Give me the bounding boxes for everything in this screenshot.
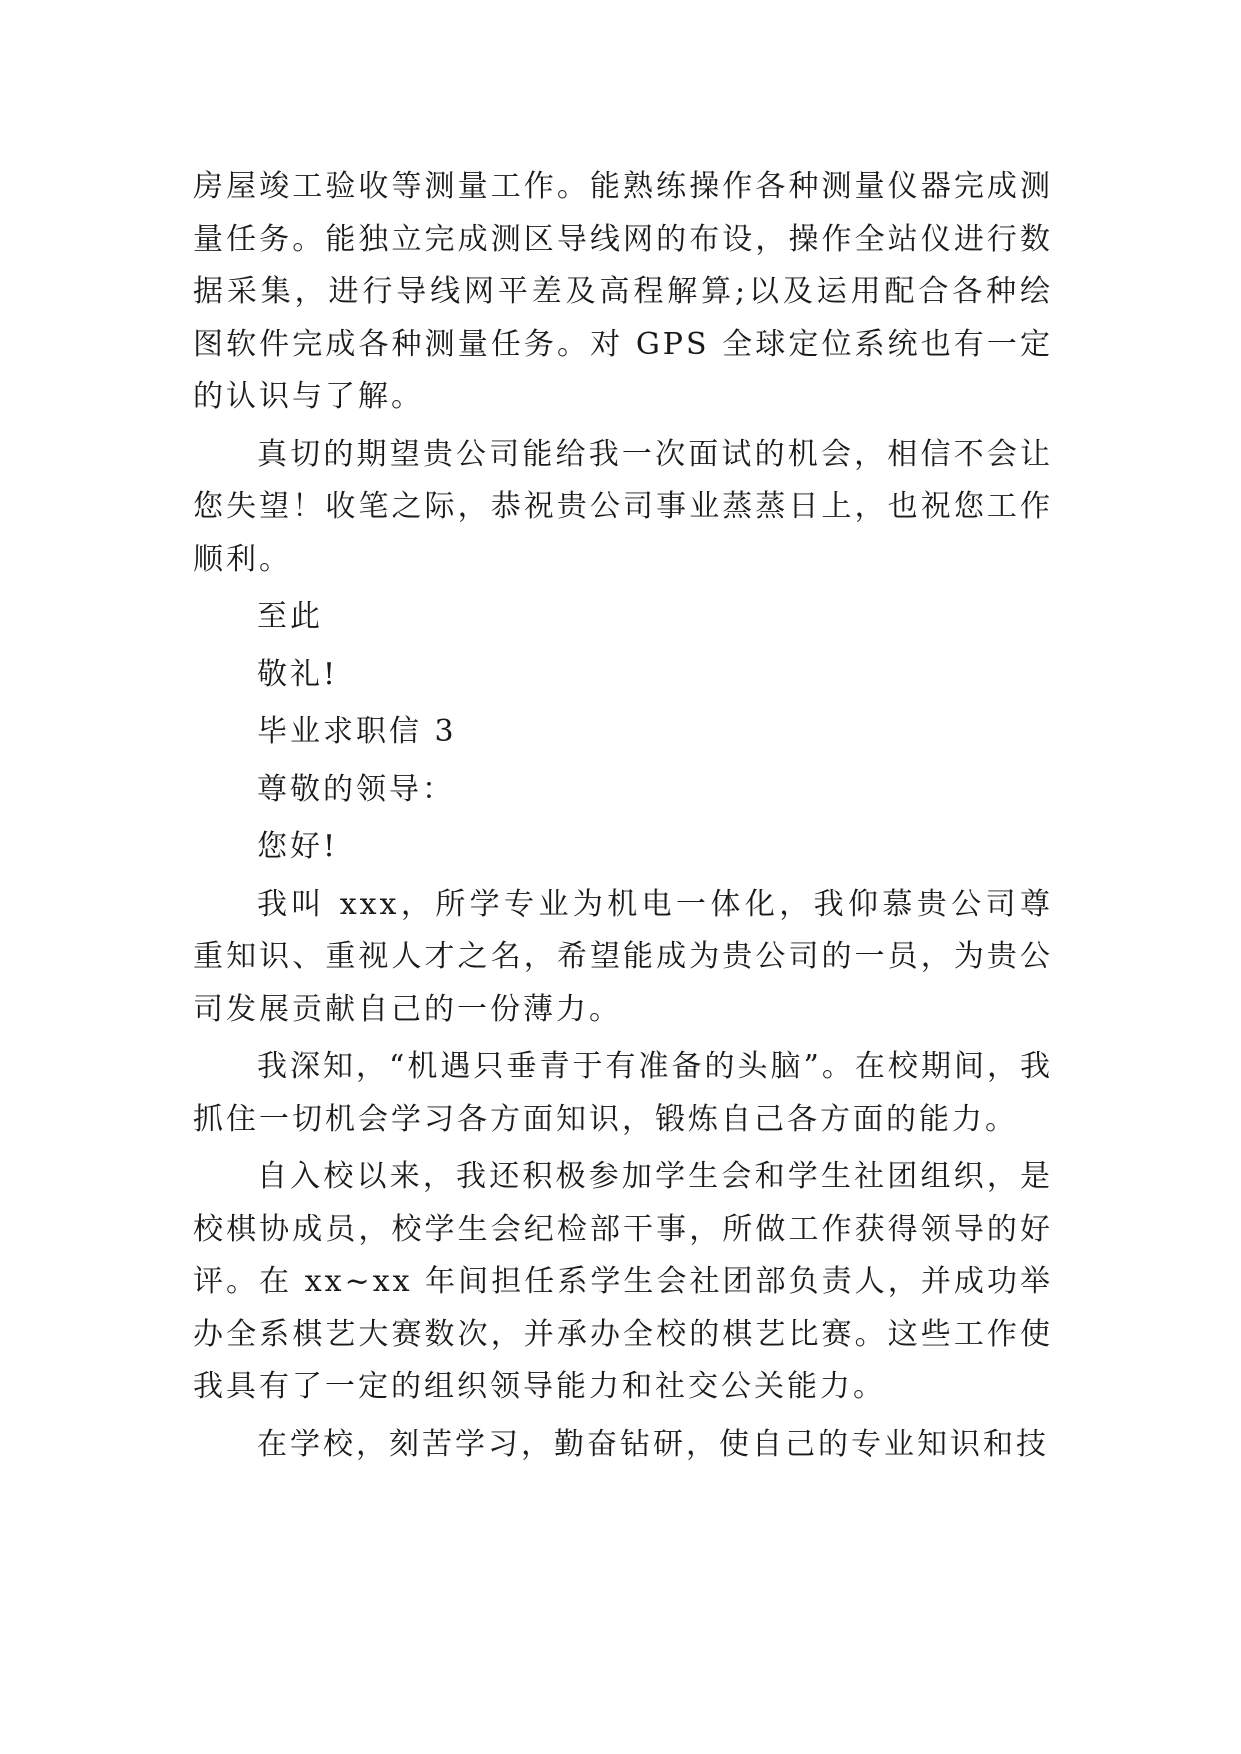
paragraph-introduction: 我叫 xxx，所学专业为机电一体化，我仰慕贵公司尊重知识、重视人才之名，希望能成为贵公司的一员，为贵公司发展贡献自己的一份薄力。 [193, 886, 1053, 1027]
closing-phrase: 至此 [257, 599, 323, 634]
paragraph-continuation: 房屋竣工验收等测量工作。能熟练操作各种测量仪器完成测量任务。能独立完成测区导线网的布设，操作全站仪进行数据采集，进行导线网平差及高程解算;以及运用配合各种绘图软件完成各种测量任务。对 GPS 全球定位系统也有一定的认识与了解。 [193, 169, 1053, 414]
section-heading-letter-3: 毕业求职信 3 [257, 714, 457, 749]
greeting-addressee: 尊敬的领导： [257, 771, 455, 807]
paragraph-opportunity: 我深知，“机遇只垂青于有准备的头脑”。在校期间，我抓住一切机会学习各方面知识，锻炼自己各方面的能力。 [193, 1049, 1053, 1137]
salutation-respect: 敬礼! [257, 656, 339, 692]
paragraph-interview-hope: 真切的期望贵公司能给我一次面试的机会，相信不会让您失望！收笔之际，恭祝贵公司事业蒸蒸日上，也祝您工作顺利。 [193, 436, 1053, 577]
greeting-hello: 您好! [257, 829, 339, 864]
document-body [193, 161, 1053, 1471]
paragraph-study: 在学校，刻苦学习，勤奋钻研，使自己的专业知识和技 [257, 1426, 1049, 1462]
paragraph-student-activities: 自入校以来，我还积极参加学生会和学生社团组织，是校棋协成员，校学生会纪检部干事，所做工作获得领导的好评。在 xx~xx 年间担任系学生会社团部负责人，并成功举办全系棋艺大赛数次，并承办全校的棋艺比赛。这些工作使我具有了一定的组织领导能力和社交公关能力。 [193, 1159, 1053, 1404]
